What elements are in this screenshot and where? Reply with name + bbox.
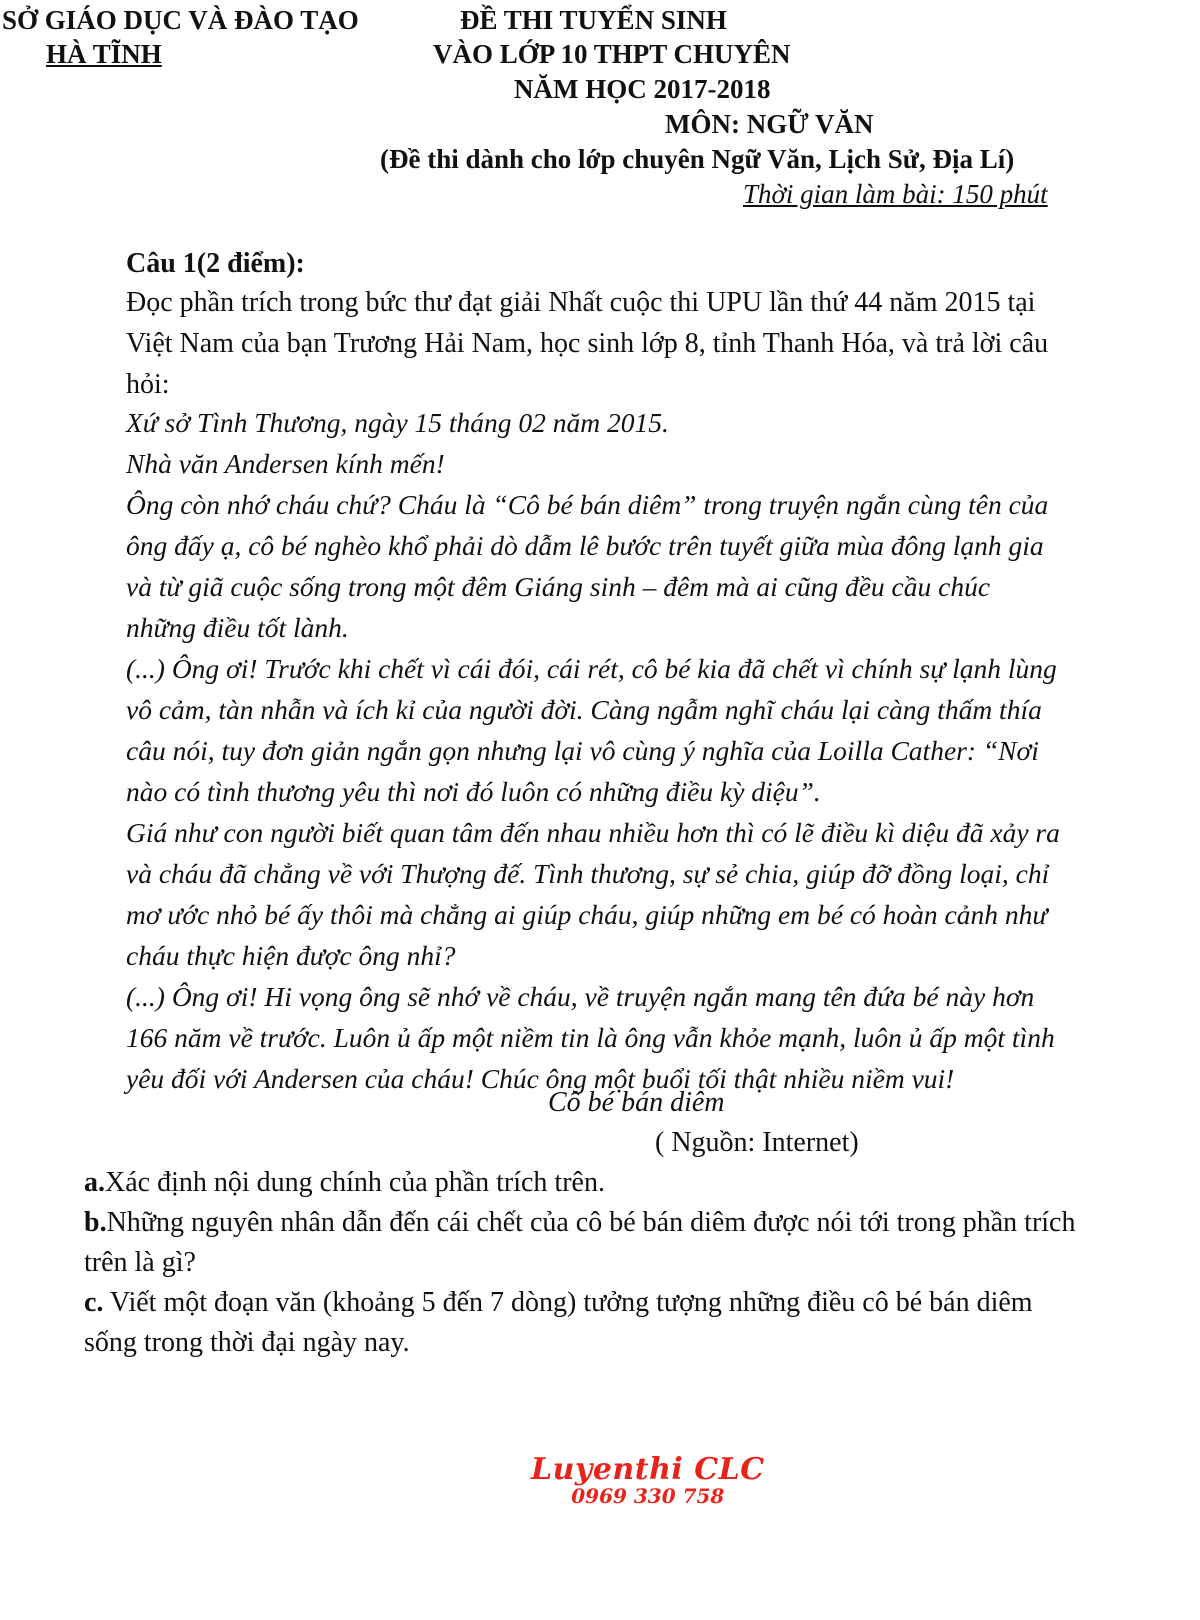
subject: MÔN: NGỮ VĂN [665, 109, 874, 139]
letter-line: câu nói, tuy đơn giản ngắn gọn nhưng lại vô cùng ý nghĩa của Loilla Cather: “Nơi [126, 735, 1039, 766]
letter-line: nào có tình thương yêu thì nơi đó luôn có những điều kỳ diệu”. [126, 776, 821, 807]
intro-line: Việt Nam của bạn Trương Hải Nam, học sinh lớp 8, tỉnh Thanh Hóa, và trả lời câu [126, 328, 1049, 359]
department-name: SỞ GIÁO DỤC VÀ ĐÀO TẠO [2, 5, 359, 35]
letter-excerpt [126, 402, 1060, 1099]
sub-question-b-continued: trên là gì? [84, 1247, 196, 1278]
intro-line: hỏi: [126, 369, 170, 400]
intro-line: Đọc phần trích trong bức thư đạt giải Nhất cuộc thi UPU lần thứ 44 năm 2015 tại [126, 287, 1036, 318]
question-title: Câu 1(2 điểm): [126, 248, 305, 279]
sub-question-c [84, 1282, 1033, 1323]
letter-line: 166 năm về trước. Luôn ủ ấp một niềm tin là ông vẫn khỏe mạnh, luôn ủ ấp một tình [126, 1022, 1055, 1053]
province-name: HÀ TĨNH [46, 39, 162, 69]
sub-question-b [84, 1202, 1075, 1243]
exam-duration: Thời gian làm bài: 150 phút [743, 179, 1048, 209]
letter-line: và cháu đã chẳng về với Thượng đế. Tình thương, sự sẻ chia, giúp đỡ đồng loại, chỉ [126, 858, 1050, 889]
sub-question-a [84, 1162, 605, 1203]
sub-question-c-label: c. [84, 1287, 104, 1318]
letter-line: mơ ước nhỏ bé ấy thôi mà chẳng ai giúp cháu, giúp những em bé có hoàn cảnh như [126, 899, 1048, 930]
sub-question-b-text: Những nguyên nhân dẫn đến cái chết của cô bé bán diêm được nói tới trong phần trích [106, 1207, 1076, 1238]
question-intro [126, 282, 1048, 405]
sub-question-c-text: Viết một đoạn văn (khoảng 5 đến 7 dòng) tưởng tượng những điều cô bé bán diêm [103, 1287, 1033, 1318]
watermark-name: Luyenthi CLC [531, 1452, 765, 1487]
sub-question-a-label: a. [84, 1167, 105, 1198]
letter-source: ( Nguồn: Internet) [655, 1127, 859, 1158]
letter-line: Nhà văn Andersen kính mến! [126, 448, 445, 479]
letter-line: những điều tốt lành. [126, 612, 349, 643]
watermark-phone: 0969 330 758 [571, 1484, 725, 1508]
sub-question-b-label: b. [84, 1207, 107, 1238]
school-year: NĂM HỌC 2017-2018 [514, 74, 771, 104]
letter-line: Xứ sở Tình Thương, ngày 15 tháng 02 năm 2015. [126, 407, 669, 438]
letter-line: và từ giã cuộc sống trong một đêm Giáng sinh – đêm mà ai cũng đều cầu chúc [126, 571, 991, 602]
sub-question-c-continued: sống trong thời đại ngày nay. [84, 1327, 410, 1358]
letter-line: (...) Ông ơi! Hi vọng ông sẽ nhớ về cháu, về truyện ngắn mang tên đứa bé này hơn [126, 981, 1035, 1012]
letter-line: Giá như con người biết quan tâm đến nhau nhiều hơn thì có lẽ điều kì diệu đã xảy ra [126, 817, 1060, 848]
letter-line: (...) Ông ơi! Trước khi chết vì cái đói, cái rét, cô bé kia đã chết vì chính sự lạnh lùng [126, 653, 1057, 684]
exam-subtitle: VÀO LỚP 10 THPT CHUYÊN [433, 39, 791, 69]
letter-signature: Cô bé bán diêm [548, 1087, 725, 1118]
letter-line: ông đấy ạ, cô bé nghèo khổ phải dò dẫm lê bước trên tuyết giữa mùa đông lạnh gia [126, 530, 1044, 561]
exam-title: ĐỀ THI TUYỂN SINH [460, 5, 727, 35]
letter-line: cháu thực hiện được ông nhỉ? [126, 940, 456, 971]
watermark-logo [531, 1453, 765, 1507]
sub-question-a-text: Xác định nội dung chính của phần trích trên. [105, 1167, 605, 1198]
letter-line: Ông còn nhớ cháu chứ? Cháu là “Cô bé bán diêm” trong truyện ngắn cùng tên của [126, 489, 1049, 520]
exam-target-note: (Đề thi dành cho lớp chuyên Ngữ Văn, Lịch Sử, Địa Lí) [380, 144, 1015, 174]
letter-line: vô cảm, tàn nhẫn và ích kỉ của người đời. Càng ngẫm nghĩ cháu lại càng thấm thía [126, 694, 1042, 725]
letter-line: yêu đối với Andersen của cháu! Chúc ông một buổi tối thật nhiều niềm vui! [126, 1063, 955, 1094]
